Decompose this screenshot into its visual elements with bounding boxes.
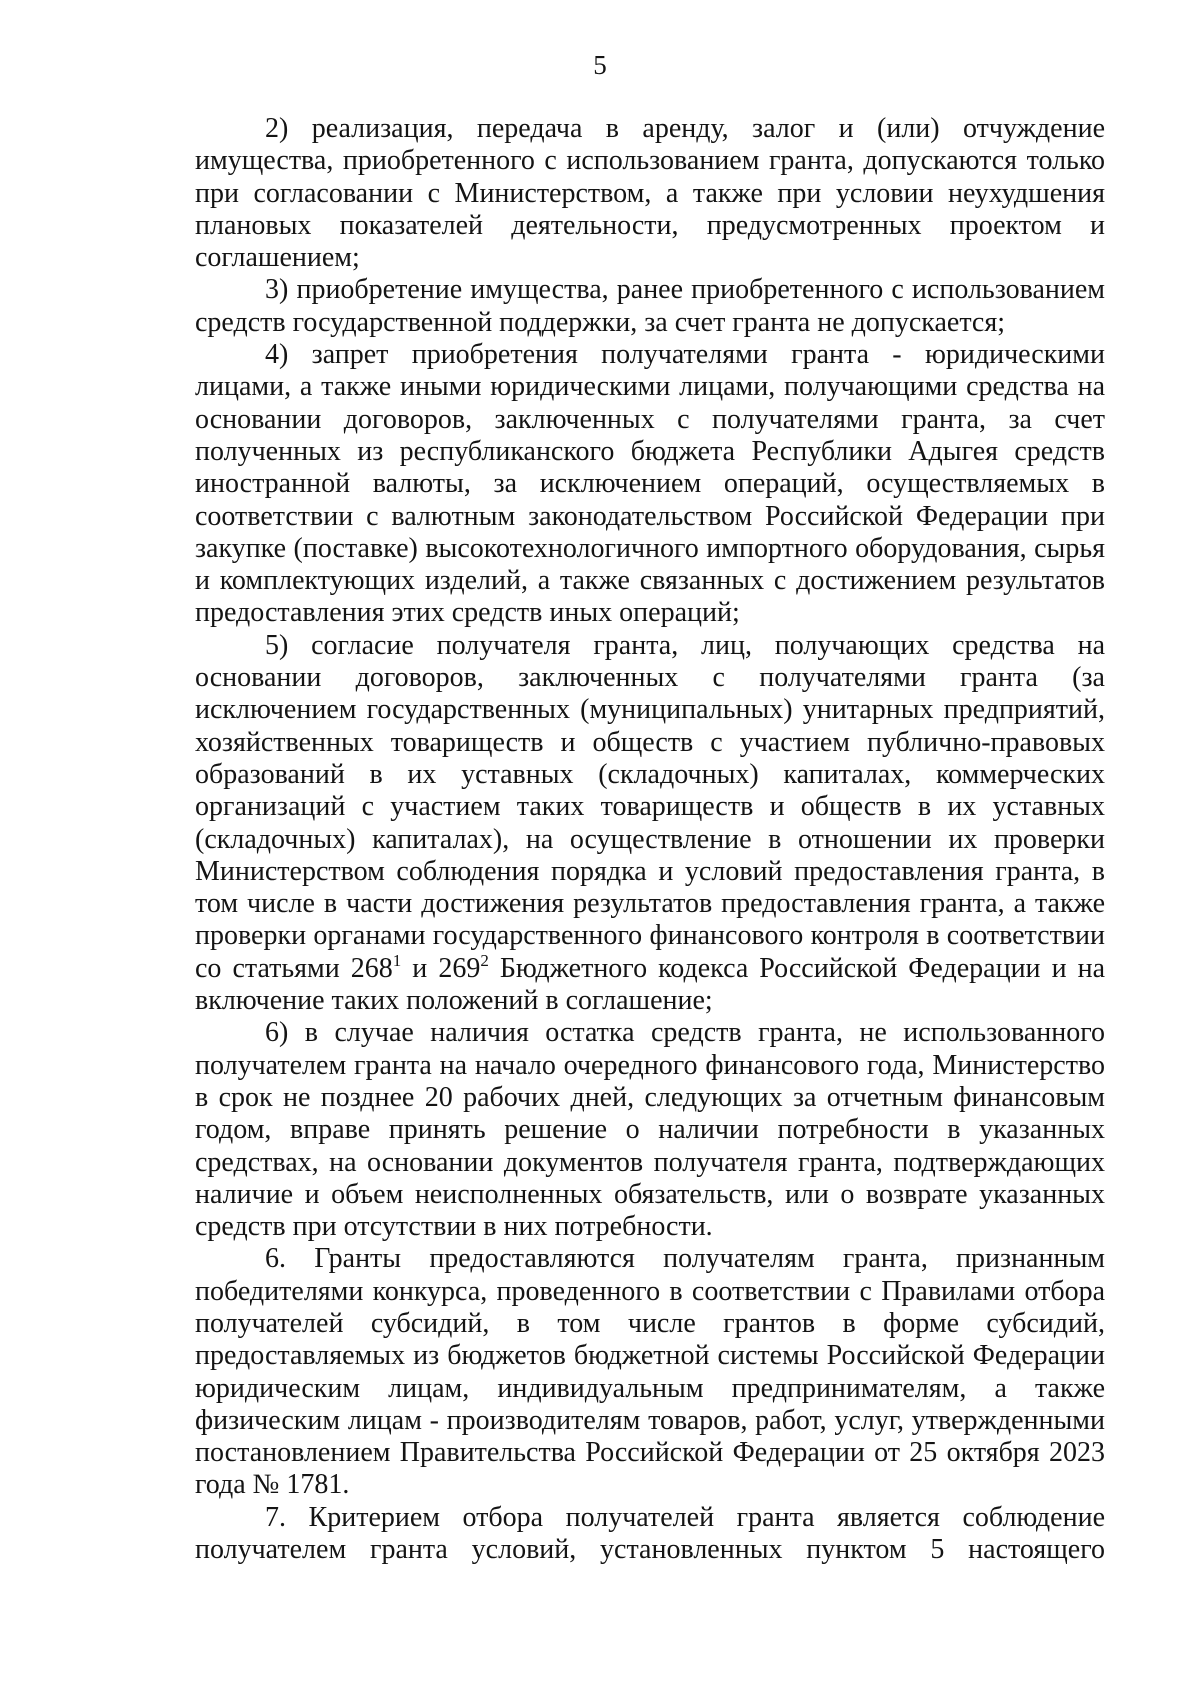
- paragraph-5-text-end: Бюджетного кодекса Российской Федерации и на включение таких положений в соглашение;: [195, 952, 1105, 1017]
- paragraph-2-property-disposal: 2) реализация, передача в аренду, залог и (или) отчуждение имущества, приобретенного с использованием гранта, допускаются только при согласовании с Министерством, а также при условии неухудшения плановых показателей деятельности, предусмотренных проектом и соглашением;: [195, 113, 1105, 274]
- document-body: [195, 113, 1105, 1566]
- paragraph-3-property-acquisition: 3) приобретение имущества, ранее приобретенного с использованием средств государственной поддержки, за счет гранта не допускается;: [195, 274, 1105, 338]
- section-7-selection-criterion: 7. Критерием отбора получателей гранта является соблюдение получателем гранта условий, установленных пунктом 5 настоящего: [195, 1501, 1105, 1566]
- section-6-grant-recipients: 6. Гранты предоставляются получателям гранта, признанным победителями конкурса, проведенного в соответствии с Правилами отбора получателей субсидий, в том числе грантов в форме субсидий, предоставляемых из бюджетов бюджетной системы Российской Федерации юридическим лицам, индивидуальным предпринимателям, а также физическим лицам - производителям товаров, работ, услуг, утвержденными постановлением Правительства Российской Федерации от 25 октября 2023 года № 1781.: [195, 1243, 1105, 1501]
- paragraph-5-text-start: 5) согласие получателя гранта, лиц, получающих средства на основании договоров, заключенных с получателями гранта (за исключением государственных (муниципальных) унитарных предприятий, хозяйственных товариществ и обществ с участием публично-правовых образований в их уставных (складочных) капиталах, коммерческих организаций с участием таких товариществ и обществ в их уставных (складочных) капиталах), на осуществление в отношении их проверки Министерством соблюдения порядка и условий предоставления гранта, в том числе в части достижения результатов предоставления гранта, а также проверки органами государственного финансового контроля в соответствии со статьями 268: [195, 629, 1105, 984]
- paragraph-5-text-middle: и 269: [401, 952, 481, 984]
- article-268-superscript: 1: [392, 950, 402, 970]
- paragraph-6-unused-grant-balance: 6) в случае наличия остатка средств гранта, не использованного получателем гранта на начало очередного финансового года, Министерство в срок не позднее 20 рабочих дней, следующих за отчетным финансовым годом, вправе принять решение о наличии потребности в указанных средствах, на основании документов получателя гранта, подтверждающих наличие и объем неисполненных обязательств, или о возврате указанных средств при отсутствии в них потребности.: [195, 1017, 1105, 1243]
- paragraph-5-consent-to-inspection: [195, 630, 1105, 1018]
- page-number: 5: [593, 50, 607, 80]
- paragraph-4-foreign-currency-ban: 4) запрет приобретения получателями гранта - юридическими лицами, а также иными юридическими лицами, получающими средства на основании договоров, заключенных с получателями гранта, за счет полученных из республиканского бюджета Республики Адыгея средств иностранной валюты, за исключением операций, осуществляемых в соответствии с валютным законодательством Российской Федерации при закупке (поставке) высокотехнологичного импортного оборудования, сырья и комплектующих изделий, а также связанных с достижением результатов предоставления этих средств иных операций;: [195, 339, 1105, 629]
- article-269-superscript: 2: [480, 950, 489, 970]
